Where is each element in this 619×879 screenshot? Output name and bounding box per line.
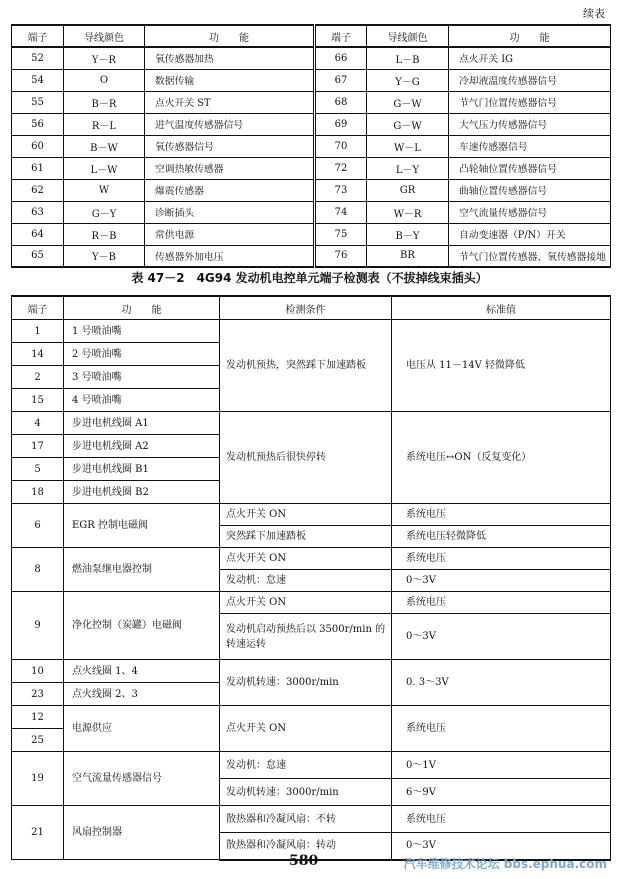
table-row (12, 504, 611, 526)
function-cell: 氧传感器加热 (145, 47, 315, 69)
standard-cell: 系统电压 (392, 504, 611, 526)
wire-color-cell: W (64, 179, 145, 201)
function-cell: EGR 控制电磁阀 (64, 504, 220, 548)
standard-cell: 0～1V (392, 752, 611, 779)
ecu-terminal-test-table (11, 295, 611, 861)
condition-cell: 点火开关 ON (220, 706, 392, 752)
function-cell: 凸轮轴位置传感器信号 (449, 157, 611, 179)
terminal-cell: 70 (315, 135, 367, 157)
wire-color-cell: G－W (367, 113, 449, 135)
table-row (12, 201, 611, 223)
standard-cell: 系统电压 (392, 548, 611, 570)
watermark[interactable]: 汽车维修技术论坛 bbs.ephua.com (403, 857, 607, 871)
table-row (12, 157, 611, 179)
wire-color-cell: Y－G (367, 69, 449, 91)
function-cell: 步进电机线圈 B2 (64, 481, 220, 504)
function-cell: 步进电机线圈 B1 (64, 458, 220, 481)
terminal-cell: 12 (12, 706, 64, 729)
wire-color-cell: G－Y (64, 201, 145, 223)
table-row (12, 245, 611, 267)
condition-cell: 散热器和冷凝风扇：转动 (220, 833, 392, 860)
standard-cell: 系统电压 (392, 592, 611, 614)
condition-cell: 散热器和冷凝风扇：不转 (220, 806, 392, 833)
table-row (12, 223, 611, 245)
function-cell: 空气流量传感器信号 (64, 752, 220, 806)
function-cell: 车速传感器信号 (449, 135, 611, 157)
table-row (12, 706, 611, 729)
function-cell: 自动变速器（P/N）开关 (449, 223, 611, 245)
terminal-cell: 9 (12, 592, 64, 660)
header-function: 功 能 (145, 25, 315, 47)
wire-color-cell: R－B (64, 223, 145, 245)
terminal-cell: 54 (12, 69, 64, 91)
header-function: 功 能 (449, 25, 611, 47)
terminal-cell: 63 (12, 201, 64, 223)
standard-cell: 系统电压↔ON（反复变化） (392, 412, 611, 504)
terminal-cell: 4 (12, 412, 64, 435)
terminal-cell: 73 (315, 179, 367, 201)
standard-cell: 系统电压 (392, 706, 611, 752)
table-row (12, 752, 611, 779)
wire-color-cell: O (64, 69, 145, 91)
wire-color-cell: L－Y (367, 157, 449, 179)
wire-color-cell: L－W (64, 157, 145, 179)
table-row (12, 412, 611, 435)
condition-cell: 突然踩下加速踏板 (220, 526, 392, 548)
terminal-cell: 76 (315, 245, 367, 267)
standard-cell: 0. 3～3V (392, 660, 611, 706)
function-cell: 氧传感器信号 (145, 135, 315, 157)
terminal-cell: 74 (315, 201, 367, 223)
terminal-cell: 8 (12, 548, 64, 592)
terminal-cell: 52 (12, 47, 64, 69)
terminal-cell: 62 (12, 179, 64, 201)
header-condition: 检测条件 (220, 296, 392, 320)
function-cell: 点火开关 IG (449, 47, 611, 69)
terminal-cell: 15 (12, 389, 64, 412)
wire-color-cell: Y－R (64, 47, 145, 69)
table-row (12, 806, 611, 833)
header-terminal: 端子 (315, 25, 367, 47)
wire-color-cell: B－W (64, 135, 145, 157)
page-number: 580 (289, 853, 319, 869)
terminal-cell: 5 (12, 458, 64, 481)
standard-cell: 系统电压轻微降低 (392, 526, 611, 548)
terminal-cell: 69 (315, 113, 367, 135)
function-cell: 大气压力传感器信号 (449, 113, 611, 135)
condition-cell: 发动机预热后很快停转 (220, 412, 392, 504)
table-header (12, 296, 611, 320)
wire-color-cell: W－L (367, 135, 449, 157)
function-cell: 空气流量传感器信号 (449, 201, 611, 223)
standard-cell: 6～9V (392, 779, 611, 806)
function-cell: 点火线圈 2、3 (64, 683, 220, 706)
table-row (12, 320, 611, 343)
function-cell: 2 号喷油嘴 (64, 343, 220, 366)
terminal-cell: 23 (12, 683, 64, 706)
function-cell: 空调热敏传感器 (145, 157, 315, 179)
wire-color-cell: GR (367, 179, 449, 201)
condition-cell: 发动机预热，突然踩下加速踏板 (220, 320, 392, 412)
terminal-cell: 6 (12, 504, 64, 548)
function-cell: 燃油泵继电器控制 (64, 548, 220, 592)
terminal-cell: 67 (315, 69, 367, 91)
terminal-cell: 75 (315, 223, 367, 245)
wire-color-cell: BR (367, 245, 449, 267)
table-row (12, 135, 611, 157)
terminal-cell: 19 (12, 752, 64, 806)
standard-cell: 电压从 11－14V 轻微降低 (392, 320, 611, 412)
terminal-cell: 21 (12, 806, 64, 860)
function-cell: 数据传输 (145, 69, 315, 91)
function-cell: 常供电源 (145, 223, 315, 245)
wire-color-table (11, 24, 611, 268)
wire-color-cell: B－R (64, 91, 145, 113)
continued-label: 续表 (583, 7, 605, 20)
standard-cell: 0～3V (392, 570, 611, 592)
standard-cell: 系统电压 (392, 806, 611, 833)
header-wire-color: 导线颜色 (64, 25, 145, 47)
standard-cell: 0～3V (392, 614, 611, 660)
function-cell: 1 号喷油嘴 (64, 320, 220, 343)
condition-cell: 发动机转速：3000r/min (220, 779, 392, 806)
table-row (12, 91, 611, 113)
function-cell: 电源供应 (64, 706, 220, 752)
header-wire-color: 导线颜色 (367, 25, 449, 47)
condition-cell: 发动机转速：3000r/min (220, 660, 392, 706)
terminal-cell: 56 (12, 113, 64, 135)
wire-color-cell: R－L (64, 113, 145, 135)
table-row (12, 592, 611, 614)
function-cell: 步进电机线圈 A2 (64, 435, 220, 458)
table-row (12, 548, 611, 570)
function-cell: 爆震传感器 (145, 179, 315, 201)
function-cell: 冷却液温度传感器信号 (449, 69, 611, 91)
terminal-cell: 60 (12, 135, 64, 157)
table-title: 表 47－2 4G94 发动机电控单元端子检测表（不拔掉线束插头） (131, 271, 488, 285)
table-row (12, 660, 611, 683)
terminal-cell: 25 (12, 729, 64, 752)
condition-cell: 点火开关 ON (220, 592, 392, 614)
wire-color-cell: G－W (367, 91, 449, 113)
function-cell: 风扇控制器 (64, 806, 220, 860)
terminal-cell: 10 (12, 660, 64, 683)
header-standard: 标准值 (392, 296, 611, 320)
terminal-cell: 14 (12, 343, 64, 366)
terminal-cell: 55 (12, 91, 64, 113)
header-terminal: 端子 (12, 296, 64, 320)
table-row (12, 113, 611, 135)
table-row (12, 69, 611, 91)
terminal-cell: 64 (12, 223, 64, 245)
function-cell: 诊断插头 (145, 201, 315, 223)
table-row (12, 179, 611, 201)
wire-color-cell: B－Y (367, 223, 449, 245)
terminal-cell: 65 (12, 245, 64, 267)
function-cell: 4 号喷油嘴 (64, 389, 220, 412)
condition-cell: 点火开关 ON (220, 504, 392, 526)
header-function: 功 能 (64, 296, 220, 320)
function-cell: 节气门位置传感器信号 (449, 91, 611, 113)
table-header (12, 25, 611, 47)
condition-cell: 发动机启动预热后以 3500r/min 的转速运转 (220, 614, 392, 660)
terminal-cell: 17 (12, 435, 64, 458)
condition-cell: 发动机：怠速 (220, 570, 392, 592)
wire-color-cell: L－B (367, 47, 449, 69)
function-cell: 点火线圈 1、4 (64, 660, 220, 683)
function-cell: 进气温度传感器信号 (145, 113, 315, 135)
function-cell: 3 号喷油嘴 (64, 366, 220, 389)
function-cell: 传感器外加电压 (145, 245, 315, 267)
terminal-cell: 18 (12, 481, 64, 504)
function-cell: 步进电机线圈 A1 (64, 412, 220, 435)
terminal-cell: 72 (315, 157, 367, 179)
terminal-cell: 68 (315, 91, 367, 113)
condition-cell: 发动机：怠速 (220, 752, 392, 779)
terminal-cell: 66 (315, 47, 367, 69)
standard-cell: 0～3V (392, 833, 611, 860)
header-terminal: 端子 (12, 25, 64, 47)
function-cell: 曲轴位置传感器信号 (449, 179, 611, 201)
wire-color-cell: W－R (367, 201, 449, 223)
terminal-cell: 2 (12, 366, 64, 389)
wire-color-cell: Y－B (64, 245, 145, 267)
condition-cell: 点火开关 ON (220, 548, 392, 570)
function-cell: 节气门位置传感器、氧传感器接地 (449, 245, 611, 267)
terminal-cell: 1 (12, 320, 64, 343)
table-row (12, 47, 611, 69)
terminal-cell: 61 (12, 157, 64, 179)
function-cell: 净化控制（炭罐）电磁阀 (64, 592, 220, 660)
function-cell: 点火开关 ST (145, 91, 315, 113)
